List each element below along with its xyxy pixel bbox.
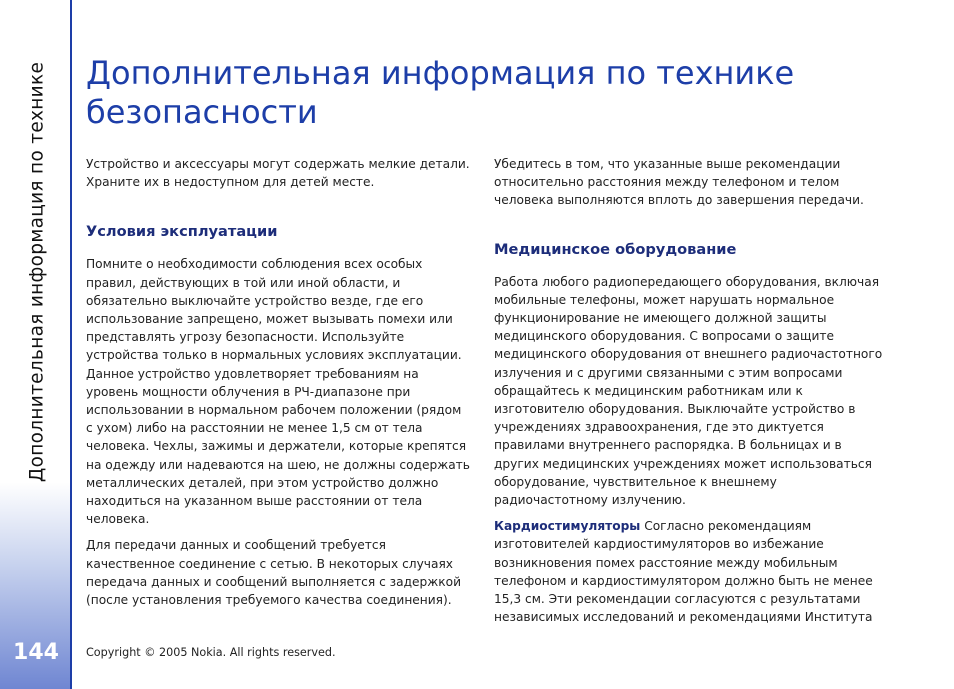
page-number: 144 xyxy=(13,640,59,665)
pacemakers-text: Согласно рекомендациям изготовителей кардиостимуляторов во избежание возникновения помех расстояние между мобильным телефоном и кардиостимулятором должно быть не менее 15,3 см. Эти рекомендации согласуются с результатами независимых исследований и рекомендациями Института xyxy=(494,519,873,625)
medical-equipment-paragraph: Работа любого радиопередающего оборудования, включая мобильные телефоны, может нарушать нормальное функционирование не имеющего должной защиты медицинского оборудования. С вопросами о защите медицинского оборудования от внешнего радиочастотного излучения и с другими связанными с этим вопросами обращайтесь к медицинским работникам или к изготовителю оборудования. Выключайте устройство в учреждениях здравоохранения, где это диктуется правилами внутреннего распорядка. В больницах и в других медицинских учреждениях может использоваться оборудование, чувствительное к внешнему радиочастотному излучению. xyxy=(494,274,883,508)
right-column xyxy=(494,155,884,626)
pacemakers-paragraph xyxy=(494,517,884,626)
sidebar xyxy=(0,0,72,689)
copyright-footer: Copyright © 2005 Nokia. All rights reserved. xyxy=(86,646,336,659)
sidebar-title: Дополнительная информация по технике xyxy=(26,61,48,483)
section-heading-operating-conditions: Условия эксплуатации xyxy=(86,223,278,241)
left-column xyxy=(86,155,470,609)
intro-paragraph: Устройство и аксессуары могут содержать мелкие детали. Храните их в недоступном для детей месте. xyxy=(86,157,470,190)
distance-paragraph: Убедитесь в том, что указанные выше рекомендации относительно расстояния между телефоном и телом человека выполняются вплоть до завершения передачи. xyxy=(494,157,864,208)
pacemakers-lead: Кардиостимуляторы xyxy=(494,519,641,534)
data-transfer-paragraph: Для передачи данных и сообщений требуется качественное соединение с сетью. В некоторых случаях передача данных и сообщений выполняется с задержкой (после установления требуемого качества соединения). xyxy=(86,538,461,608)
section-heading-medical-equipment: Медицинское оборудование xyxy=(494,240,737,258)
operating-conditions-paragraph: Помните о необходимости соблюдения всех особых правил, действующих в той или иной области, и обязательно выключайте устройство везде, где его использование запрещено, может вызывать помехи или представлять угрозу безопасности. Используйте устройства только в нормальных условиях эксплуатации. Данное устройство удовлетворяет требованиям на уровень мощности облучения в РЧ-диапазоне при использовании в нормальном рабочем положении (рядом с ухом) либо на расстоянии не менее 1,5 см от тела человека. Чехлы, зажимы и держатели, которые крепятся на одежду или надеваются на шею, не должны содержать металлических деталей, при этом устройство должно находиться на указанном выше расстоянии от тела человека. xyxy=(86,257,470,527)
page-title: Дополнительная информация по технике безопасности xyxy=(86,54,795,131)
